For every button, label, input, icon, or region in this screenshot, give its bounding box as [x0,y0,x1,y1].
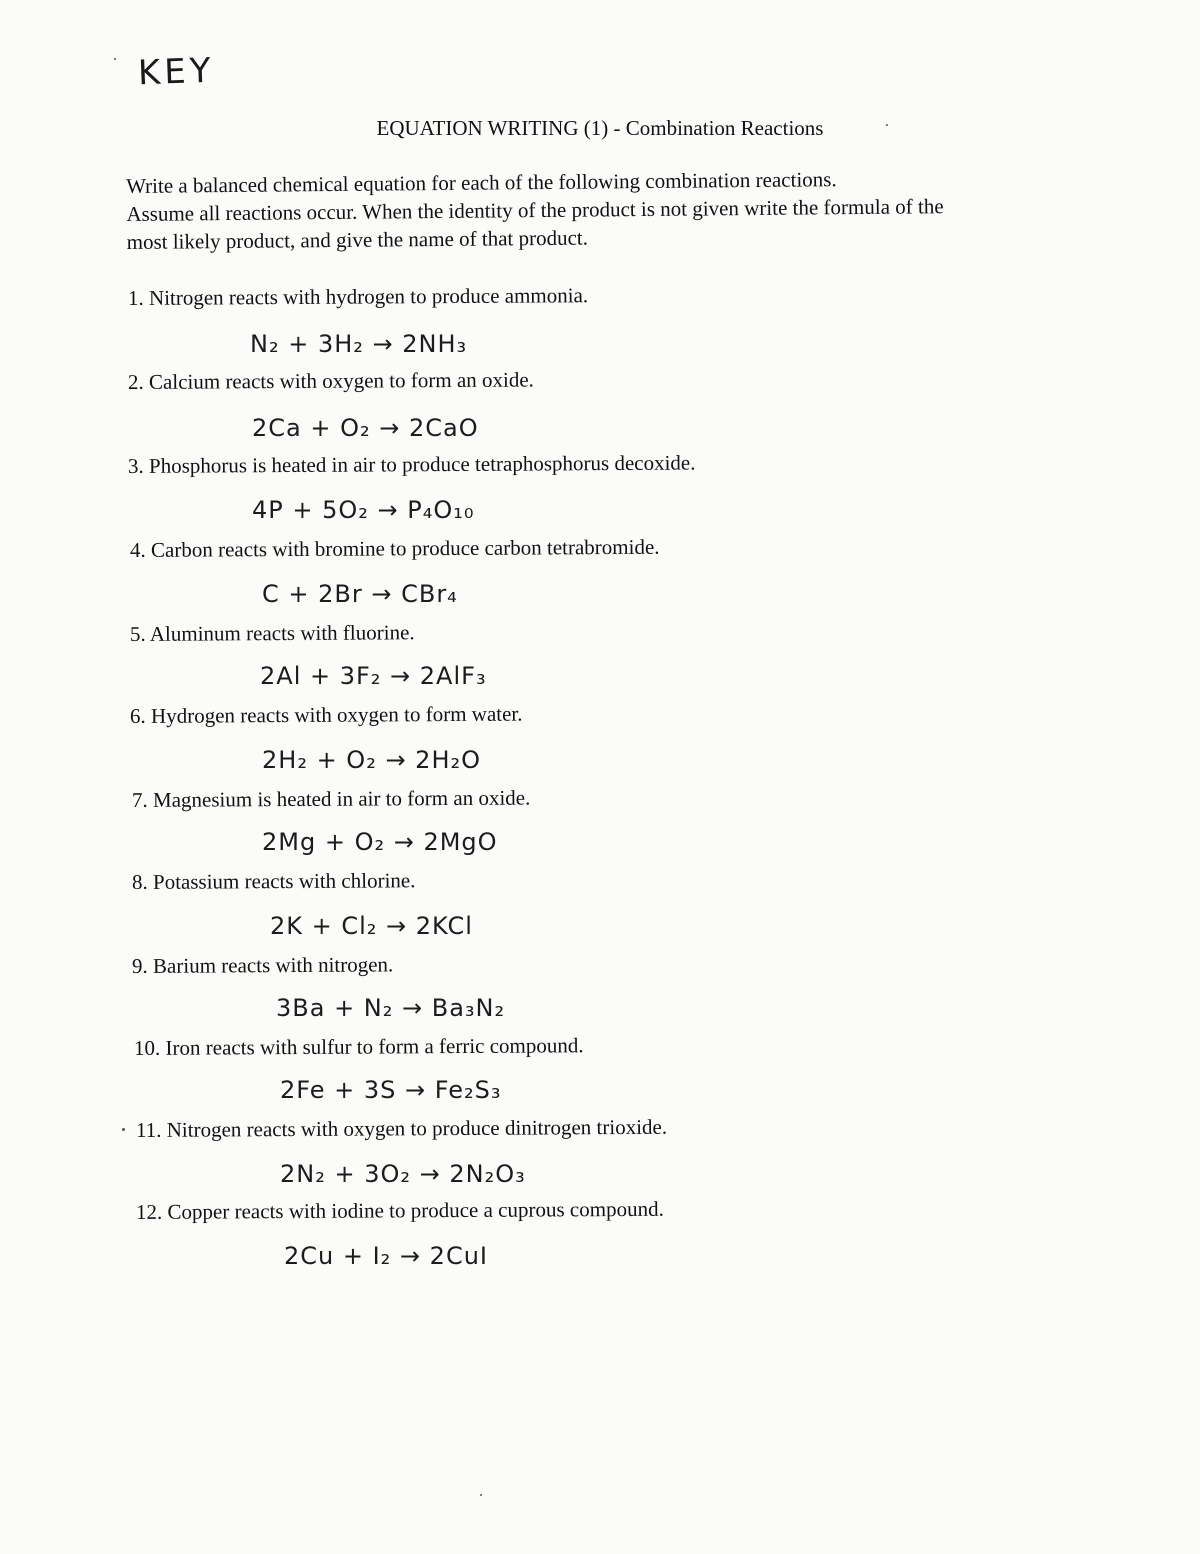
answer-7: 2Mg + O₂ → 2MgO [262,828,498,856]
question-6: 6. Hydrogen reacts with oxygen to form water. [129,701,523,728]
answer-5: 2Al + 3F₂ → 2AlF₃ [260,662,487,690]
instructions [126,163,1087,256]
question-4: 4. Carbon reacts with bromine to produce carbon tetrabromide. [129,534,660,562]
answer-4: C + 2Br → CBr₄ [262,580,458,608]
answer-6: 2H₂ + O₂ → 2H₂O [262,746,482,774]
answer-key-label: KEY [137,50,216,94]
answer-12: 2Cu + I₂ → 2CuI [284,1242,488,1270]
answer-2: 2Ca + O₂ → 2CaO [252,414,479,442]
question-10: 10. Iron reacts with sulfur to form a ferric compound. [133,1033,584,1060]
question-8: 8. Potassium reacts with chlorine. [131,868,416,894]
answer-9: 3Ba + N₂ → Ba₃N₂ [276,994,506,1022]
question-12: 12. Copper reacts with iodine to produce a cuprous compound. [135,1196,664,1224]
question-11: 11. Nitrogen reacts with oxygen to produce dinitrogen trioxide. [135,1114,668,1142]
question-7: 7. Magnesium is heated in air to form an oxide. [131,785,531,812]
answer-8: 2K + Cl₂ → 2KCl [270,912,473,940]
answer-1: N₂ + 3H₂ → 2NH₃ [250,330,468,358]
scan-speck [886,124,888,126]
question-5: 5. Aluminum reacts with fluorine. [129,620,415,646]
scan-speck [122,1128,125,1131]
question-3: 3. Phosphorus is heated in air to produce tetraphosphorus decoxide. [127,450,696,478]
instructions-line-1: Write a balanced chemical equation for each of the following combination reactions. [126,167,837,198]
instructions-line-2: Assume all reactions occur. When the identity of the product is not given write the formula of the [126,194,944,226]
answer-3: 4P + 5O₂ → P₄O₁₀ [252,496,475,524]
scan-speck [114,58,116,60]
question-9: 9. Barium reacts with nitrogen. [131,952,394,978]
question-1: 1. Nitrogen reacts with hydrogen to produce ammonia. [127,283,589,310]
answer-11: 2N₂ + 3O₂ → 2N₂O₃ [280,1160,526,1188]
worksheet-title [0,116,1200,141]
scan-speck [480,1494,482,1496]
question-2: 2. Calcium reacts with oxygen to form an oxide. [127,367,534,394]
answer-10: 2Fe + 3S → Fe₂S₃ [280,1076,502,1104]
worksheet-title-text: EQUATION WRITING (1) - Combination Reactions [376,116,824,140]
instructions-line-3: most likely product, and give the name of that product. [126,225,589,254]
